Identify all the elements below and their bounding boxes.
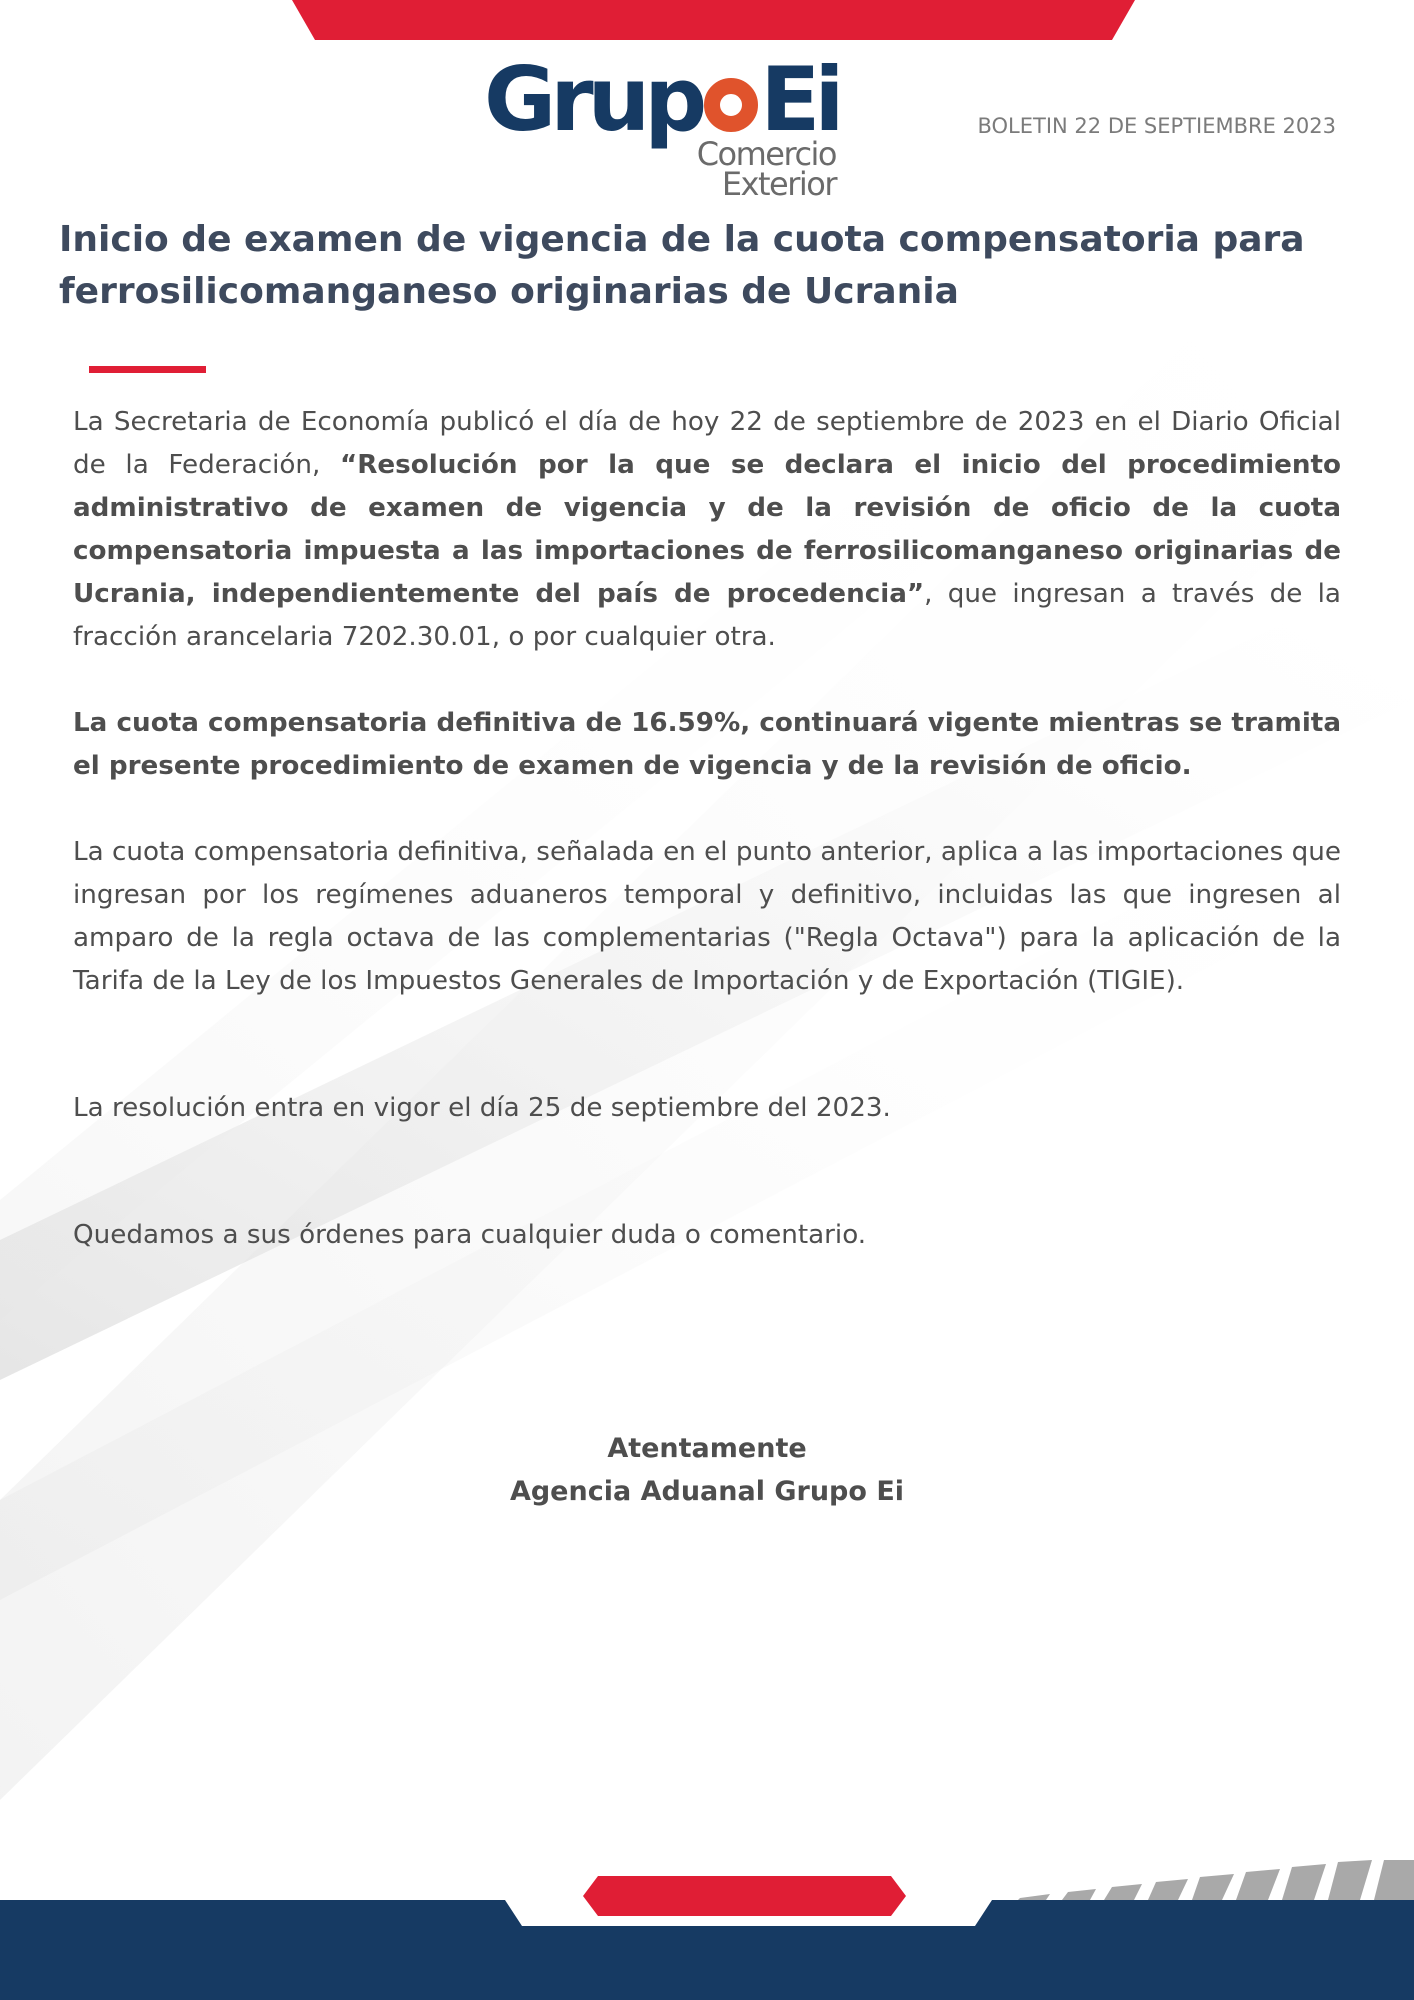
paragraph-effective-date: La resolución entra en vigor el día 25 de septiembre del 2023. [73,1093,891,1123]
document-title: Inicio de examen de vigencia de la cuota compensatoria para ferrosilicomanganeso originarias de Ucrania [59,219,1305,312]
document-body [73,401,1341,1257]
paragraph-quota-rate: La cuota compensatoria definitiva de 16.59%, continuará vigente mientras se tramita el presente procedimiento de examen de vigencia y de la revisión de oficio. [73,708,1341,781]
company-logo [482,48,842,207]
logo-subtitle-line1: Comercio [696,135,836,173]
resolution-name: “Resolución por la que se declara el inicio del procedimiento administrativo de examen de vigencia y de la revisión de oficio de la cuota compensatoria impuesta a las importaciones de ferrosilicomanganeso originarias de Ucrania, independientemente del país de procedencia” [73,450,1341,609]
title-accent-bar [89,366,206,373]
logo-wordmark-suffix: Ei [760,48,839,151]
intro-end-text: , que ingresan a través de la fracción arancelaria 7202.30.01, o por cualquier otra. [73,579,1341,652]
logo-orange-o-icon [704,78,758,132]
logo-wordmark [484,48,839,151]
signature-greeting: Atentamente [607,1433,807,1464]
logo-subtitle-line2: Exterior [721,165,836,203]
paragraph-closing: Quedamos a sus órdenes para cualquier duda o comentario. [73,1220,867,1250]
signature-block [0,1427,1414,1513]
signature-agency: Agencia Aduanal Grupo Ei [509,1476,905,1507]
intro-text: La Secretaria de Economía publicó el día de hoy 22 de septiembre de 2023 en el Diario Oficial de la Federación, [73,407,1341,480]
paragraph-intro [73,401,1341,659]
paragraph-application: La cuota compensatoria definitiva, señalada en el punto anterior, aplica a las importaciones que ingresan por los regímenes aduaneros temporal y definitivo, incluidas las que ingresen al amparo de la regla octava de las complementarias ("Regla Octava") para la aplicación de la Tarifa de la Ley de los Impuestos Generales de Importación y de Exportación (TIGIE). [73,837,1341,996]
top-red-banner [0,0,1414,42]
logo-wordmark-prefix: Grup [484,48,702,151]
footer-band [0,1860,1414,2000]
bulletin-date: BOLETIN 22 DE SEPTIEMBRE 2023 [977,114,1336,138]
